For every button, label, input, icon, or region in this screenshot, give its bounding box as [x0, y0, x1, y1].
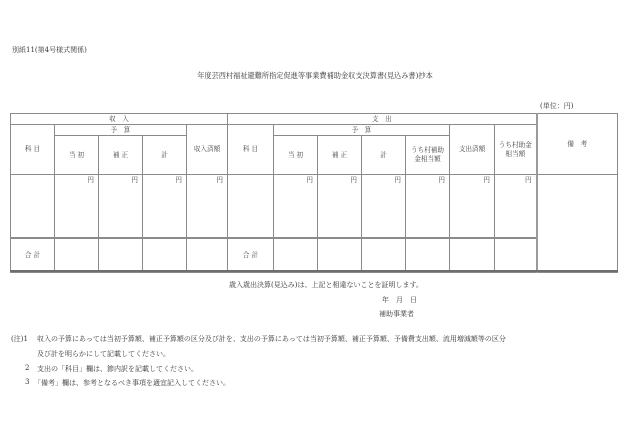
expense-total-label: 合 計 [228, 238, 274, 273]
expense-initial-cell[interactable]: 円 [274, 175, 318, 239]
document-title: 年度芸西村福祉避難所指定促進等事業費補助金収支決算書(見込み書)抄本 [197, 71, 433, 80]
expense-header: 支 出 [228, 114, 537, 125]
expense-revision-total[interactable] [318, 238, 362, 273]
expense-paid-total[interactable] [450, 238, 495, 273]
expense-budget-header: 予 算 [274, 125, 450, 136]
expense-total-cell[interactable]: 円 [362, 175, 406, 239]
income-received-header: 収入済額 [187, 125, 228, 175]
budget-table [10, 113, 618, 273]
income-total-cell[interactable]: 円 [143, 175, 187, 239]
income-total-label: 合 計 [11, 238, 55, 273]
expense-paid-header: 支出済額 [450, 125, 495, 175]
note-1-line-1: 収入の予算にあっては当初予算額、補正予算額の区分及び計を、支出の予算にあっては当初予算額、補正予算額、予備費支出額、流用増減額等の区分 [37, 335, 506, 343]
note-2-number: 2 [25, 364, 30, 372]
expense-village-aid-cell[interactable]: 円 [495, 175, 537, 239]
expense-initial-header: 当 初 [274, 136, 318, 175]
expense-village-subsidy-cell[interactable]: 円 [406, 175, 450, 239]
note-2: 支出の「科目」欄は、節内訳を記載してください。 [37, 365, 198, 373]
remarks-header: 備 考 [537, 114, 618, 175]
expense-paid-cell[interactable]: 円 [450, 175, 495, 239]
note-3: 「備考」欄は、参考となるべき事項を適宜記入してください。 [34, 379, 230, 387]
income-initial-header: 当 初 [55, 136, 99, 175]
income-revision-cell[interactable]: 円 [99, 175, 143, 239]
income-initial-cell[interactable]: 円 [55, 175, 99, 239]
income-revision-header: 補 正 [99, 136, 143, 175]
note-prefix: (注)1 [11, 335, 28, 343]
income-header: 収 入 [11, 114, 228, 125]
note-1-line-2: 及び計を明らかにして記載してください。 [37, 350, 170, 358]
expense-village-subsidy-total[interactable] [406, 238, 450, 273]
unit-label: (単位：円) [540, 102, 574, 110]
expense-revision-cell[interactable]: 円 [318, 175, 362, 239]
expense-village-aid-header: うち村助金相当額 [495, 125, 537, 175]
expense-sum-total[interactable] [362, 238, 406, 273]
income-total-header: 計 [143, 136, 187, 175]
expense-initial-total[interactable] [274, 238, 318, 273]
expense-subject-header: 科 目 [228, 125, 274, 175]
income-received-total[interactable] [187, 238, 228, 273]
applicant-label: 補助事業者 [379, 310, 414, 318]
income-subject-cell[interactable] [11, 175, 55, 239]
expense-village-subsidy-header: うち村補助金相当額 [406, 136, 450, 175]
income-subject-header: 科 目 [11, 125, 55, 175]
expense-village-aid-total[interactable] [495, 238, 537, 273]
expense-revision-header: 補 正 [318, 136, 362, 175]
income-received-cell[interactable]: 円 [187, 175, 228, 239]
note-3-number: 3 [25, 378, 30, 386]
remarks-cell[interactable] [537, 175, 618, 273]
income-revision-total[interactable] [99, 238, 143, 273]
form-reference: 別紙11(第4号様式関係) [12, 46, 87, 54]
table-bottom-rule [10, 270, 618, 272]
income-budget-header: 予 算 [55, 125, 187, 136]
expense-subject-cell[interactable] [228, 175, 274, 239]
expense-total-header: 計 [362, 136, 406, 175]
certification-statement: 歳入歳出決算(見込み)は、上記と相違ないことを証明します。 [229, 281, 423, 289]
income-initial-total[interactable] [55, 238, 99, 273]
income-sum-total[interactable] [143, 238, 187, 273]
certification-date: 年 月 日 [382, 296, 417, 304]
